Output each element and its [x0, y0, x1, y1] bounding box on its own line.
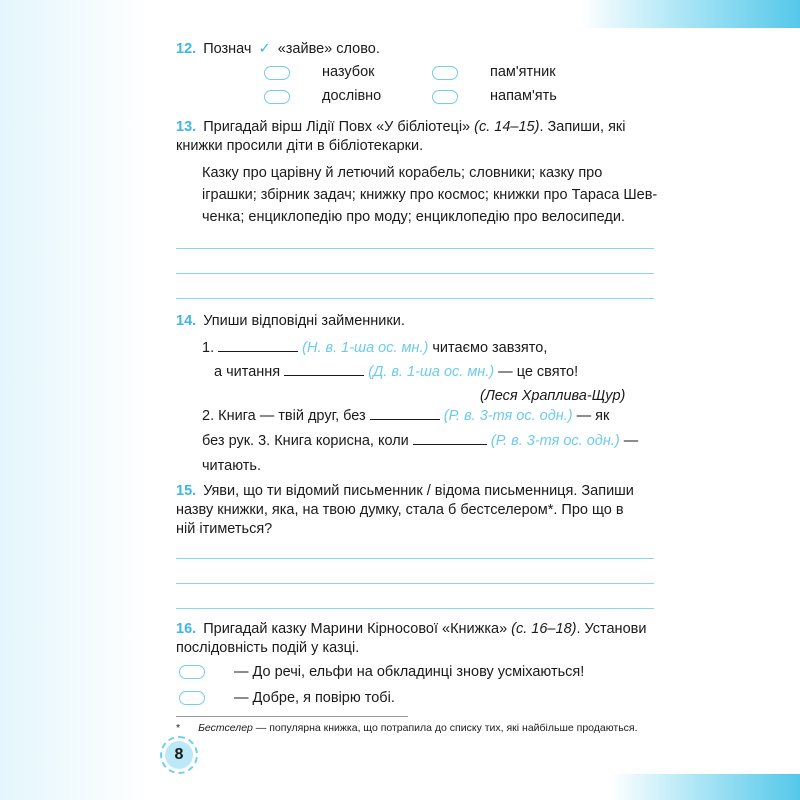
task-13-list: Казку про царівну й летючий корабель; словники; казку про іграшки; збірник задач; книжку про космос; книжки про Тараса Шев- ченка; енциклопедію про моду; енциклопедію про велосипеди.: [202, 165, 658, 225]
task-16: 16. Пригадай казку Марини Кірносової «Книжка» (с. 16–18). Установи послідовність подій у казці.: [176, 621, 647, 656]
task-15: 15. Уяви, що ти відомий письменник / відома письменниця. Запиши назву книжки, яка, на твою думку, стала б бестселером*. Про що в ній ітиметься?: [176, 483, 634, 537]
answer-checkbox[interactable]: [432, 66, 458, 80]
writing-line[interactable]: [176, 298, 654, 299]
task-14-prose: 2. Книга — твій друг, без (Р. в. 3-тя ос. одн.) — як без рук. 3. Книга корисна, коли (Р. в. 3-тя ос. одн.) — читають.: [202, 404, 662, 479]
blank-field[interactable]: [370, 405, 440, 420]
word-option: дослівно: [322, 88, 382, 104]
poem-author: (Леся Храплива-Щур): [480, 388, 626, 404]
answer-checkbox[interactable]: [264, 66, 290, 80]
page-number: 8: [174, 746, 184, 763]
writing-line[interactable]: [176, 558, 654, 559]
blank-field[interactable]: [218, 337, 298, 352]
page-edge-top-right: [580, 0, 800, 28]
sequence-number-box[interactable]: [179, 691, 205, 705]
sequence-row-2: — Добре, я повірю тобі.: [176, 690, 656, 710]
word-option: назубок: [322, 64, 375, 80]
check-icon: ✓: [258, 41, 271, 57]
answer-checkbox[interactable]: [432, 90, 458, 104]
writing-line[interactable]: [176, 608, 654, 609]
footnote: * Бестселер — популярна книжка, що потрапила до списку тих, які найбільше продаються.: [176, 722, 638, 734]
writing-line[interactable]: [176, 248, 654, 249]
blank-field[interactable]: [284, 361, 364, 376]
page-edge-left: [0, 0, 150, 800]
task-number: 15.: [176, 483, 197, 499]
task-14-poem: 1. (Н. в. 1-ша ос. мн.) читаємо завзято, а читання (Д. в. 1-ша ос. мн.) — це свято! (Леся Храплива-Щур): [202, 336, 662, 408]
task-number: 13.: [176, 119, 197, 135]
footnote-separator: [176, 716, 408, 717]
word-row-1: [176, 64, 656, 84]
footnote-term: Бестселер: [198, 722, 253, 734]
sequence-number-box[interactable]: [179, 665, 205, 679]
task-number: 16.: [176, 621, 197, 637]
task-number: 12.: [176, 41, 197, 57]
page-number-badge: [160, 736, 198, 774]
word-row-2: [176, 88, 656, 108]
word-option: пам'ятник: [490, 64, 556, 80]
answer-checkbox[interactable]: [264, 90, 290, 104]
task-14: 14. Упиши відповідні займенники.: [176, 313, 405, 329]
blank-field[interactable]: [413, 430, 487, 445]
task-number: 14.: [176, 313, 197, 329]
page-edge-bottom-right: [610, 774, 800, 800]
word-option: напам'ять: [490, 88, 557, 104]
task-12: 12. Познач ✓ «зайве» слово.: [176, 41, 380, 57]
sequence-row-1: — До речі, ельфи на обкладинці знову усміхаються!: [176, 664, 656, 684]
writing-line[interactable]: [176, 583, 654, 584]
writing-line[interactable]: [176, 273, 654, 274]
task-13: 13. Пригадай вірш Лідії Повх «У бібліотеці» (с. 14–15). Запиши, які книжки просили діти в бібліотекарки.: [176, 119, 626, 154]
